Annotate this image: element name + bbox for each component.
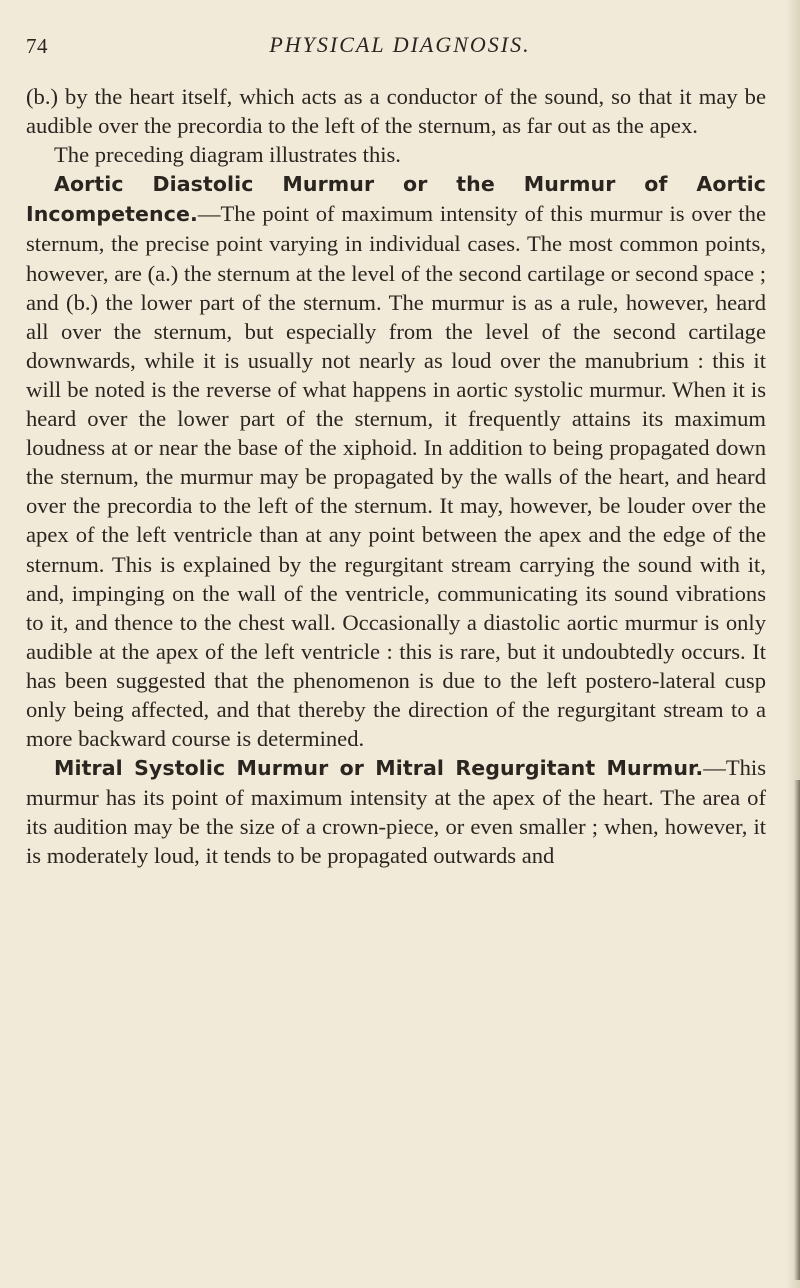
paragraph-text: (b.) by the heart itself, which acts as a conductor of the sound, so that it may be audible over the precordia to the left of the sternum, as far out as the apex. bbox=[26, 84, 766, 139]
page-edge-mark bbox=[794, 780, 800, 1280]
paragraph bbox=[26, 82, 766, 140]
page-number: 74 bbox=[26, 34, 48, 58]
paragraph-text: The preceding diagram illustrates this. bbox=[54, 142, 401, 168]
body-text bbox=[26, 82, 766, 871]
paragraph-text: —This murmur has its point of maximum intensity at the apex of the heart. The area of its audition may be the size of a crown-piece, or even smaller ; when, however, it is moderately loud, it tends to be propagated outwards and bbox=[26, 755, 766, 869]
paragraph-text: —The point of maximum intensity of this murmur is over the sternum, the precise point varying in individual cases. The most common points, however, are (a.) the sternum at the level of the second cartilage or second space ; and (b.) the lower part of the sternum. The murmur is as a rule, however, heard all over the sternum, but especially from the level of the second cartilage downwards, while it is usually not nearly as loud over the manubrium : this it will be noted is the reverse of what happens in aortic systolic murmur. When it is heard over the lower part of the sternum, it frequently attains its maximum loudness at or near the base of the xiphoid. In addition to being propagated down the sternum, the murmur may be propagated by the walls of the heart, and heard over the precordia to the left of the sternum. It may, however, be louder over the apex of the left ventricle than at any point between the apex and the edge of the sternum. This is explained by the regurgitant stream carrying the sound with it, and, impinging on the wall of the ventricle, communicating its sound vibrations to it, and thence to the chest wall. Occasionally a diastolic aortic murmur is only audible at the apex of the left ventricle : this is rare, but it undoubtedly occurs. It has been suggested that the phenomenon is due to the left postero-lateral cusp only being affected, and that thereby the direction of the regurgitant stream to a more backward course is determined. bbox=[26, 201, 766, 752]
section-heading-aortic-diastolic: Aortic Diastolic Murmur or the Murmur of Aortic Incompetence. bbox=[26, 172, 766, 227]
paragraph bbox=[26, 753, 766, 870]
section-heading-mitral-systolic: Mitral Systolic Murmur or Mitral Regurgitant Murmur. bbox=[54, 756, 704, 781]
paragraph bbox=[26, 140, 766, 169]
running-title: PHYSICAL DIAGNOSIS. bbox=[269, 32, 531, 57]
paragraph bbox=[26, 169, 766, 753]
